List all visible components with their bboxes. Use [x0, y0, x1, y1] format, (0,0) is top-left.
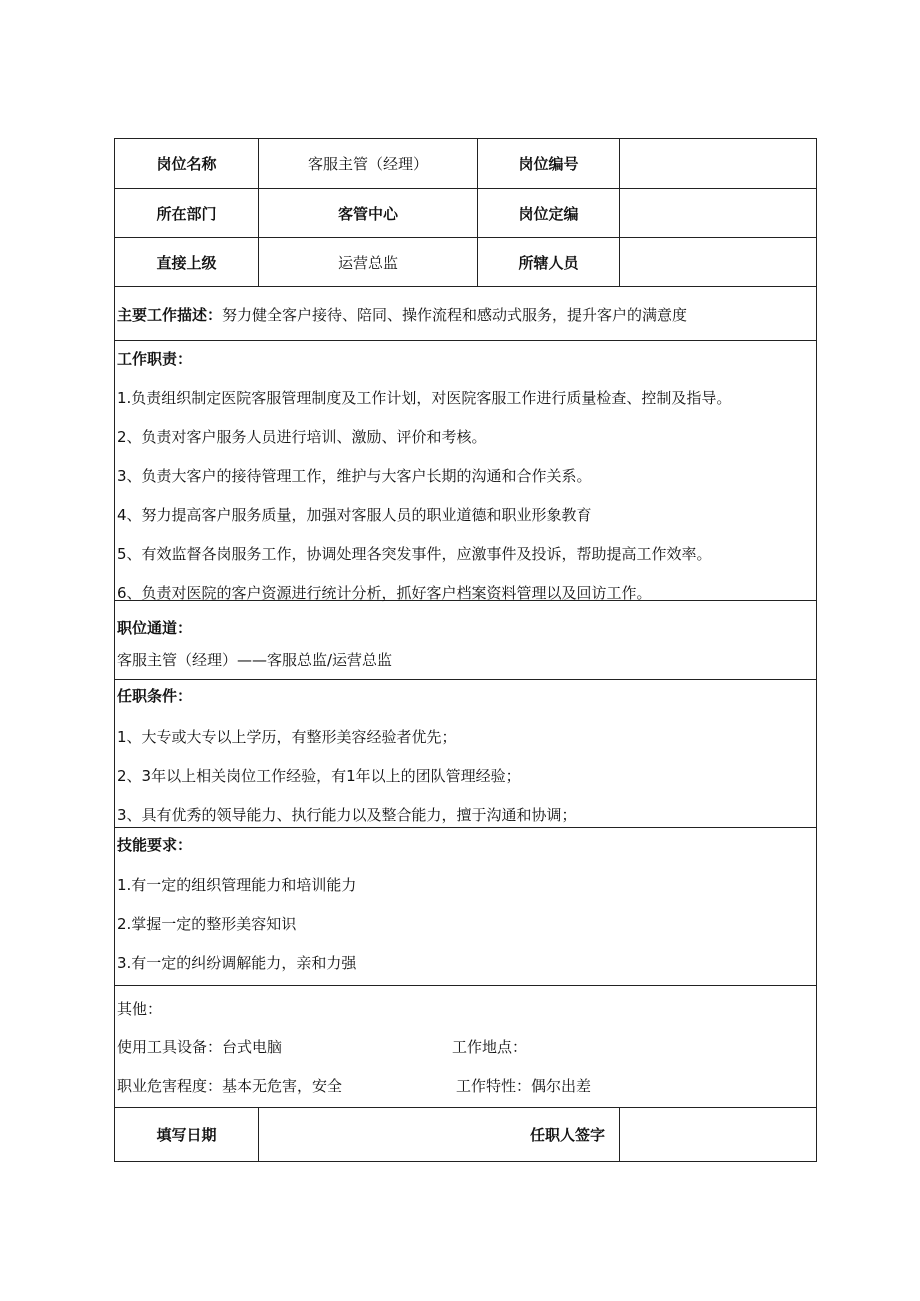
work-nature-text: 工作特性：偶尔出差	[456, 1077, 592, 1095]
duty-item: 6、负责对医院的客户资源进行统计分析，抓好客户档案资料管理以及回访工作。	[117, 584, 652, 602]
description-section	[115, 287, 816, 341]
career-path-section	[115, 601, 816, 680]
skills-section	[115, 828, 816, 986]
requirements-label: 任职条件：	[117, 687, 193, 705]
requirement-item: 1、大专或大专以上学历，有整形美容经验者优先；	[117, 728, 457, 746]
description-label: 主要工作描述：	[117, 306, 223, 324]
description-line	[117, 304, 687, 325]
row-footer	[115, 1108, 816, 1161]
position-name-label: 岗位名称	[156, 155, 217, 173]
requirement-item: 2、3年以上相关岗位工作经验，有1年以上的团队管理经验；	[117, 767, 521, 785]
row-supervisor	[115, 238, 816, 287]
position-code-label: 岗位编号	[477, 139, 619, 188]
signature-value[interactable]	[619, 1108, 816, 1161]
career-path-label: 职位通道：	[117, 619, 193, 637]
duties-section	[115, 341, 816, 601]
requirements-section	[115, 680, 816, 828]
fill-date-label: 填写日期	[156, 1126, 217, 1144]
supervisor-value: 运营总监	[258, 238, 477, 286]
equipment-text: 使用工具设备：台式电脑	[117, 1038, 283, 1056]
headcount-label: 岗位定编	[477, 189, 619, 237]
subordinates-value	[619, 238, 816, 286]
duties-label: 工作职责：	[117, 350, 193, 368]
skills-label: 技能要求：	[117, 836, 193, 854]
hazard-text: 职业危害程度：基本无危害，安全	[117, 1077, 343, 1095]
supervisor-label: 直接上级	[156, 253, 217, 272]
department-value: 客管中心	[258, 189, 477, 237]
job-description-form	[114, 138, 817, 1162]
signature-label: 任职人签字	[529, 1126, 605, 1144]
department-label: 所在部门	[156, 204, 217, 223]
row-department	[115, 189, 816, 238]
work-location-text: 工作地点：	[452, 1038, 528, 1056]
skill-item: 3.有一定的纠纷调解能力，亲和力强	[117, 954, 357, 972]
row-position	[115, 139, 816, 189]
other-section	[115, 986, 816, 1108]
description-text: 努力健全客户接待、陪同、操作流程和感动式服务，提升客户的满意度	[222, 306, 688, 324]
other-label: 其他：	[117, 1000, 163, 1018]
duty-item: 5、有效监督各岗服务工作，协调处理各突发事件，应激事件及投诉，帮助提高工作效率。	[117, 545, 712, 563]
career-path-text: 客服主管（经理）——客服总监/运营总监	[117, 651, 393, 669]
requirement-item: 3、具有优秀的领导能力、执行能力以及整合能力，擅于沟通和协调；	[117, 806, 577, 824]
duty-item: 1.负责组织制定医院客服管理制度及工作计划，对医院客服工作进行质量检查、控制及指导。	[117, 389, 732, 407]
skill-item: 1.有一定的组织管理能力和培训能力	[117, 876, 357, 894]
subordinates-label: 所辖人员	[477, 238, 619, 286]
duty-item: 2、负责对客户服务人员进行培训、激励、评价和考核。	[117, 428, 487, 446]
headcount-value	[619, 189, 816, 237]
position-code-value	[619, 139, 816, 188]
duty-item: 4、努力提高客户服务质量，加强对客服人员的职业道德和职业形象教育	[117, 506, 592, 524]
duty-item: 3、负责大客户的接待管理工作，维护与大客户长期的沟通和合作关系。	[117, 467, 592, 485]
skill-item: 2.掌握一定的整形美容知识	[117, 915, 297, 933]
position-name-value: 客服主管（经理）	[258, 139, 477, 188]
fill-date-value[interactable]	[258, 1108, 619, 1161]
